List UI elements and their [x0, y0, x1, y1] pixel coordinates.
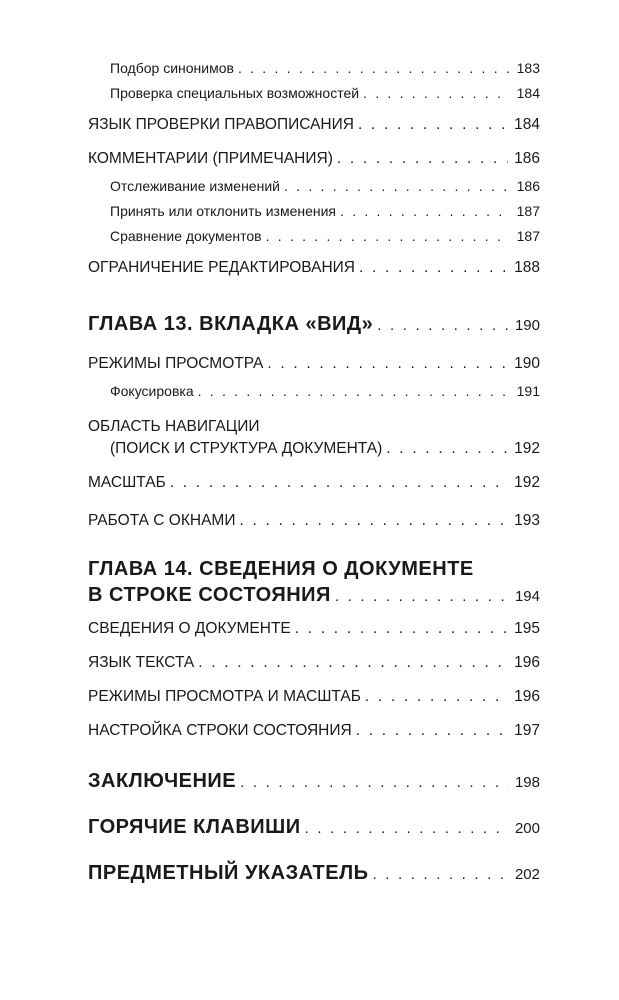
- toc-page-number: 188: [514, 259, 540, 276]
- toc-page-number: 195: [514, 620, 540, 637]
- toc-page-number: 193: [514, 512, 540, 529]
- toc-page-number: 190: [514, 355, 540, 372]
- toc-entry-continuation: [88, 438, 540, 460]
- dot-leader: [198, 383, 510, 399]
- toc-entry-title: Фокусировка: [110, 383, 194, 399]
- toc-entry: [88, 150, 540, 178]
- toc-page-number: 187: [516, 228, 540, 244]
- toc-chapter: [88, 313, 540, 349]
- toc-entry: [88, 654, 540, 682]
- toc-entry-title-line2: (ПОИСК И СТРУКТУРА ДОКУМЕНТА): [110, 440, 383, 457]
- toc-entry: [88, 688, 540, 716]
- dot-leader: [340, 203, 510, 219]
- toc-entry: [88, 60, 540, 85]
- toc-page-number: 186: [514, 150, 540, 167]
- toc-chapter-title: ПРЕДМЕТНЫЙ УКАЗАТЕЛЬ: [88, 862, 369, 884]
- toc-chapter: [88, 770, 540, 806]
- dot-leader: [335, 584, 509, 610]
- toc-entry: [88, 203, 540, 228]
- toc-entry: [88, 355, 540, 383]
- dot-leader: [363, 85, 510, 101]
- toc-entry-multiline: [88, 416, 540, 460]
- dot-leader: [358, 116, 508, 134]
- toc-entry: [88, 512, 540, 540]
- dot-leader: [373, 866, 509, 883]
- toc-entry-title: ЯЗЫК ПРОВЕРКИ ПРАВОПИСАНИЯ: [88, 116, 354, 133]
- toc-page-number: 183: [516, 60, 540, 76]
- toc-chapter-title: ГОРЯЧИЕ КЛАВИШИ: [88, 816, 301, 838]
- toc-chapter-title: ГЛАВА 14. СВЕДЕНИЯ О ДОКУМЕНТЕ: [88, 558, 474, 580]
- dot-leader: [337, 150, 508, 168]
- toc-entry-title: РЕЖИМЫ ПРОСМОТРА И МАСШТАБ: [88, 688, 361, 705]
- table-of-contents: [88, 60, 540, 898]
- dot-leader: [377, 317, 509, 334]
- dot-leader: [238, 60, 510, 76]
- toc-chapter-title: ГЛАВА 13. ВКЛАДКА «ВИД»: [88, 313, 374, 335]
- dot-leader: [284, 178, 510, 194]
- toc-entry: [88, 722, 540, 750]
- toc-page-number: 200: [514, 820, 540, 837]
- toc-page-number: 198: [514, 774, 540, 791]
- toc-chapter-multiline: [88, 556, 540, 610]
- toc-entry: [88, 228, 540, 253]
- toc-chapter: [88, 862, 540, 898]
- toc-entry: [88, 383, 540, 408]
- dot-leader: [170, 474, 508, 492]
- toc-page-number: 196: [514, 654, 540, 671]
- toc-entry: [88, 116, 540, 144]
- toc-entry-title: ОГРАНИЧЕНИЕ РЕДАКТИРОВАНИЯ: [88, 259, 355, 276]
- toc-entry-title: Проверка специальных возможностей: [110, 85, 360, 101]
- toc-entry: [88, 474, 540, 502]
- toc-page-number: 184: [516, 85, 540, 101]
- toc-entry-title: Подбор синонимов: [110, 60, 234, 76]
- toc-page-number: 192: [514, 474, 540, 491]
- dot-leader: [198, 654, 508, 672]
- toc-entry-title: Принять или отклонить изменения: [110, 203, 337, 219]
- toc-entry: [88, 620, 540, 648]
- dot-leader: [359, 259, 508, 277]
- toc-page-number: 184: [514, 116, 540, 133]
- dot-leader: [239, 512, 508, 530]
- toc-entry-title: Сравнение документов: [110, 228, 262, 244]
- toc-entry-title: РАБОТА С ОКНАМИ: [88, 512, 236, 529]
- toc-entry-title: Отслеживание изменений: [110, 178, 280, 194]
- toc-entry-title: ОБЛАСТЬ НАВИГАЦИИ: [88, 418, 260, 435]
- toc-entry-title: ЯЗЫК ТЕКСТА: [88, 654, 195, 671]
- dot-leader: [386, 438, 508, 460]
- toc-entry: [88, 178, 540, 203]
- toc-page-number: 192: [514, 440, 540, 457]
- toc-page-number: 196: [514, 688, 540, 705]
- toc-entry-title: КОММЕНТАРИИ (ПРИМЕЧАНИЯ): [88, 150, 333, 167]
- toc-page-number: 190: [514, 317, 540, 334]
- toc-page-number: 197: [514, 722, 540, 739]
- dot-leader: [267, 355, 508, 373]
- toc-page-number: 191: [516, 383, 540, 399]
- toc-page-number: 194: [514, 588, 540, 605]
- toc-page-number: 202: [514, 866, 540, 883]
- toc-page-number: 186: [516, 178, 540, 194]
- dot-leader: [356, 722, 508, 740]
- dot-leader: [240, 774, 509, 791]
- toc-chapter-continuation: [88, 582, 540, 610]
- dot-leader: [266, 228, 510, 244]
- toc-entry: [88, 85, 540, 110]
- toc-entry-title: МАСШТАБ: [88, 474, 166, 491]
- dot-leader: [305, 820, 509, 837]
- toc-chapter-title: ЗАКЛЮЧЕНИЕ: [88, 770, 237, 792]
- toc-entry-title: РЕЖИМЫ ПРОСМОТРА: [88, 355, 264, 372]
- toc-chapter-title-line2: В СТРОКЕ СОСТОЯНИЯ: [88, 584, 331, 606]
- dot-leader: [295, 620, 508, 638]
- toc-chapter: [88, 816, 540, 852]
- toc-page-number: 187: [516, 203, 540, 219]
- toc-entry-title: СВЕДЕНИЯ О ДОКУМЕНТЕ: [88, 620, 291, 637]
- toc-entry-title: НАСТРОЙКА СТРОКИ СОСТОЯНИЯ: [88, 722, 352, 739]
- dot-leader: [365, 688, 508, 706]
- toc-entry: [88, 259, 540, 287]
